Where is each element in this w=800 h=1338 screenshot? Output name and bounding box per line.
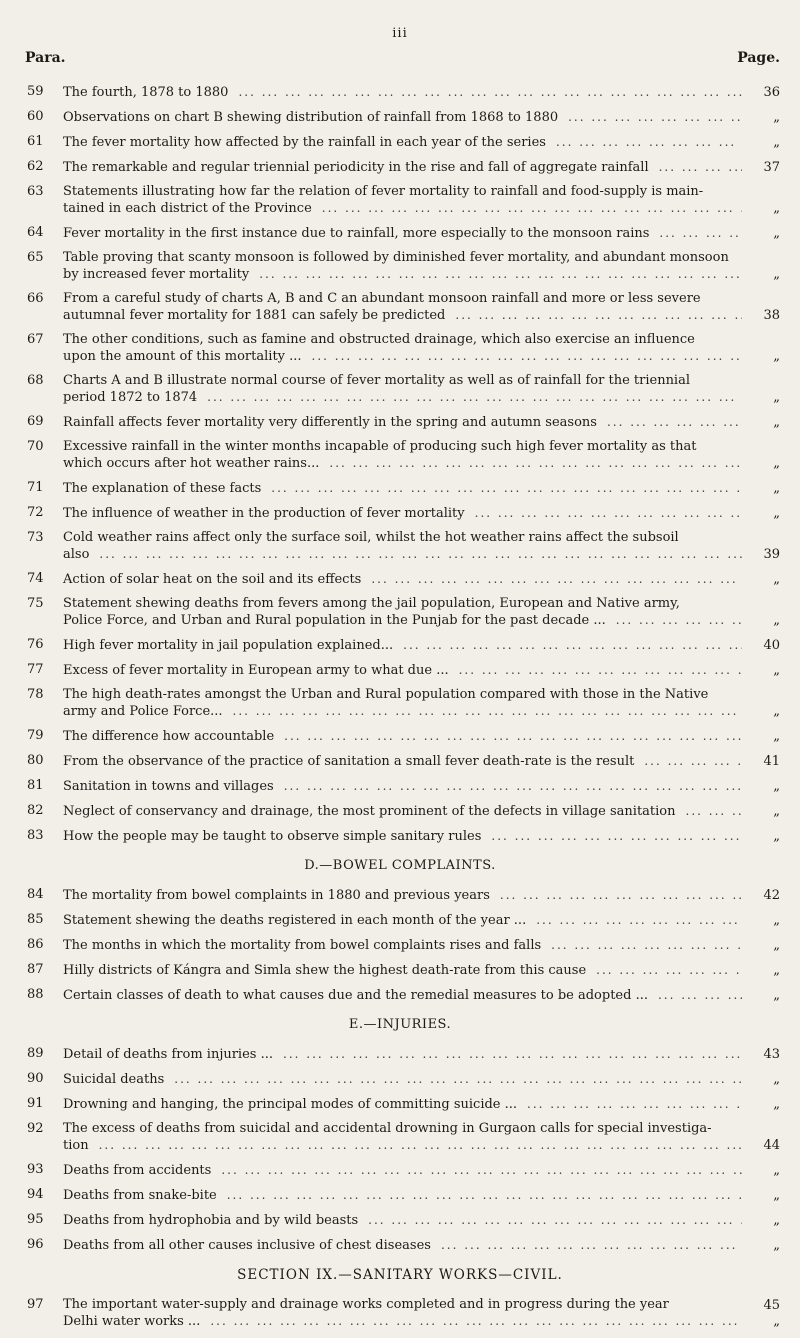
- contents-entry: [0, 414, 800, 431]
- para-number: 92: [27, 1121, 44, 1136]
- entry-text: [63, 728, 742, 745]
- entry-text: [63, 1046, 742, 1063]
- page-ref: „: [773, 913, 780, 928]
- entry-text: [63, 159, 742, 176]
- dot-leader: [329, 455, 742, 471]
- para-number: 93: [27, 1162, 44, 1177]
- contents-entry: [0, 159, 800, 176]
- entry-title: Statement shewing deaths from fevers among the jail population, European and Native army,: [63, 596, 680, 611]
- page-ref: „: [773, 704, 780, 719]
- contents-entry: [0, 505, 800, 522]
- entry-text: [63, 1071, 742, 1088]
- entry-title: Deaths from all other causes inclusive of chest diseases: [63, 1238, 431, 1253]
- entry-text: [63, 828, 742, 845]
- entry-text: [63, 1212, 742, 1229]
- entry-text: [63, 887, 742, 904]
- entry-text: [63, 414, 742, 431]
- contents-entry: [0, 250, 800, 283]
- para-number: 85: [27, 912, 44, 927]
- contents-entry: [0, 225, 800, 242]
- para-number: 62: [27, 159, 44, 174]
- entry-text: [63, 1162, 742, 1179]
- para-number: 68: [27, 373, 44, 388]
- entry-text: [63, 662, 742, 679]
- page-ref: „: [773, 988, 780, 1003]
- contents-entry: [0, 662, 800, 679]
- entry-text: [63, 1297, 742, 1330]
- entry-text: [63, 1096, 742, 1113]
- contents-entry: [0, 637, 800, 654]
- entry-text: [63, 687, 742, 720]
- entry-text: [63, 134, 742, 151]
- dot-leader: [616, 612, 742, 628]
- entry-title: Statements illustrating how far the relation of fever mortality to rainfall and food-supply is main-: [63, 184, 704, 199]
- para-number: 82: [27, 803, 44, 818]
- contents-entry: [0, 84, 800, 101]
- contents-entry: [0, 1237, 800, 1254]
- page-ref: „: [773, 779, 780, 794]
- para-number: 78: [27, 687, 44, 702]
- entry-text: [63, 109, 742, 126]
- contents-entry: [0, 687, 800, 720]
- dot-leader: [271, 480, 742, 496]
- entry-title: Observations on chart B shewing distribution of rainfall from 1868 to 1880: [63, 110, 559, 125]
- dot-leader: [659, 225, 742, 241]
- entry-title: Rainfall affects fever mortality very differently in the spring and autumn seasons: [63, 415, 597, 430]
- entry-title: The influence of weather in the production of fever mortality: [63, 506, 465, 521]
- entry-title: Neglect of conservancy and drainage, the most prominent of the defects in village sanitation: [63, 804, 676, 819]
- page-ref: „: [773, 572, 780, 587]
- entry-title: Fever mortality in the first instance due to rainfall, more especially to the monsoon rains: [63, 226, 650, 241]
- page-ref: „: [773, 963, 780, 978]
- page-column-header: Page.: [737, 50, 780, 66]
- entry-title: Deaths from hydrophobia and by wild beasts: [63, 1213, 359, 1228]
- entry-text: [63, 480, 742, 497]
- contents-entry: [0, 291, 800, 324]
- dot-leader: [174, 1071, 742, 1087]
- para-number: 64: [27, 225, 44, 240]
- contents-entry: [0, 571, 800, 588]
- entry-text: [63, 84, 742, 101]
- page-ref: [750, 1298, 780, 1330]
- page-ref: 43: [763, 1047, 780, 1062]
- page-ref: „: [773, 1072, 780, 1087]
- page-ref: „: [773, 938, 780, 953]
- entry-title: From the observance of the practice of sanitation a small fever death-rate is the result: [63, 754, 635, 769]
- contents-list: [0, 84, 800, 1338]
- page-ref: „: [773, 829, 780, 844]
- contents-entry: [0, 728, 800, 745]
- dot-leader: [551, 937, 742, 953]
- para-number: 69: [27, 414, 44, 429]
- page-ref-first: 45: [763, 1298, 780, 1313]
- dot-leader: [221, 1162, 742, 1178]
- dot-leader: [527, 1096, 742, 1112]
- page-ref: „: [773, 390, 780, 405]
- dot-leader: [207, 389, 742, 405]
- page-ref: 37: [763, 160, 780, 175]
- para-number: 61: [27, 134, 44, 149]
- contents-entry: [0, 912, 800, 929]
- page-ref: „: [773, 1188, 780, 1203]
- contents-entry: [0, 987, 800, 1004]
- entry-title: The explanation of these facts: [63, 481, 262, 496]
- para-number: 91: [27, 1096, 44, 1111]
- contents-entry: [0, 184, 800, 217]
- entry-title: The other conditions, such as famine and obstructed drainage, which also exercise an influence: [63, 332, 695, 347]
- entry-title: How the people may be taught to observe simple sanitary rules: [63, 829, 482, 844]
- page-ref: 44: [763, 1138, 780, 1153]
- entry-title: The difference how accountable: [63, 729, 275, 744]
- entry-title-continued: by increased fever mortality: [63, 267, 250, 282]
- dot-leader: [686, 803, 742, 819]
- page-ref: 40: [763, 638, 780, 653]
- entry-title-continued: upon the amount of this mortality ...: [63, 349, 302, 364]
- dot-leader: [607, 414, 742, 430]
- dot-leader: [568, 109, 742, 125]
- dot-leader: [536, 912, 742, 928]
- page-number: iii: [392, 26, 408, 41]
- para-number: 72: [27, 505, 44, 520]
- page-ref: „: [773, 201, 780, 216]
- para-number: 66: [27, 291, 44, 306]
- dot-leader: [259, 266, 742, 282]
- entry-title-continued: army and Police Force...: [63, 704, 223, 719]
- entry-title-continued: autumnal fever mortality for 1881 can safely be predicted: [63, 308, 446, 323]
- dot-leader: [403, 637, 742, 653]
- entry-title-continued: which occurs after hot weather rains...: [63, 456, 320, 471]
- contents-entry: [0, 134, 800, 151]
- entry-text: [63, 530, 742, 563]
- para-number: 97: [27, 1297, 44, 1312]
- contents-entry: [0, 778, 800, 795]
- entry-title: Charts A and B illustrate normal course of fever mortality as well as of rainfall for the triennial: [63, 373, 691, 388]
- entry-title: The important water-supply and drainage works completed and in progress during the year: [63, 1297, 669, 1312]
- dot-leader: [455, 307, 742, 323]
- contents-entry: [0, 439, 800, 472]
- entry-title: The mortality from bowel complaints in 1880 and previous years: [63, 888, 490, 903]
- page-ref: „: [773, 613, 780, 628]
- contents-entry: [0, 828, 800, 845]
- para-number: 96: [27, 1237, 44, 1252]
- entry-text: [63, 753, 742, 770]
- dot-leader: [99, 546, 742, 562]
- dot-leader: [99, 1137, 742, 1153]
- contents-entry: [0, 937, 800, 954]
- dot-leader: [441, 1237, 742, 1253]
- page-ref: 36: [763, 85, 780, 100]
- dot-leader: [556, 134, 742, 150]
- contents-entry: [0, 596, 800, 629]
- para-number: 87: [27, 962, 44, 977]
- contents-entry: [0, 332, 800, 365]
- entry-text: [63, 987, 742, 1004]
- para-number: 63: [27, 184, 44, 199]
- dot-leader: [284, 778, 742, 794]
- entry-title: The high death-rates amongst the Urban and Rural population compared with those in the Native: [63, 687, 709, 702]
- para-number: 79: [27, 728, 44, 743]
- page-ref: „: [773, 267, 780, 282]
- dot-leader: [500, 887, 742, 903]
- entry-title: Excessive rainfall in the winter months incapable of producing such high fever mortality as that: [63, 439, 697, 454]
- entry-title: The fourth, 1878 to 1880: [63, 85, 229, 100]
- para-number: 90: [27, 1071, 44, 1086]
- para-number: 59: [27, 84, 44, 99]
- para-number: 75: [27, 596, 44, 611]
- entry-title: Certain classes of death to what causes due and the remedial measures to be adopted ...: [63, 988, 648, 1003]
- entry-title: The remarkable and regular triennial periodicity in the rise and fall of aggregate rainfall: [63, 160, 649, 175]
- contents-entry: [0, 373, 800, 406]
- contents-entry: [0, 530, 800, 563]
- page-ref: 42: [763, 888, 780, 903]
- page-ref: „: [773, 456, 780, 471]
- dot-leader: [491, 828, 742, 844]
- entry-title: From a careful study of charts A, B and C an abundant monsoon rainfall and more or less severe: [63, 291, 701, 306]
- para-number: 84: [27, 887, 44, 902]
- contents-entry: [0, 1071, 800, 1088]
- dot-leader: [658, 987, 742, 1003]
- entry-title-continued: also: [63, 547, 90, 562]
- dot-leader: [475, 505, 742, 521]
- para-number: 76: [27, 637, 44, 652]
- page-ref: „: [773, 135, 780, 150]
- contents-entry: [0, 962, 800, 979]
- entry-title-continued: Delhi water works ...: [63, 1314, 201, 1329]
- entry-text: [63, 912, 742, 929]
- dot-leader: [659, 159, 742, 175]
- dot-leader: [371, 571, 742, 587]
- para-number: 74: [27, 571, 44, 586]
- entry-text: [63, 225, 742, 242]
- contents-entry: [0, 1297, 800, 1330]
- para-number: 80: [27, 753, 44, 768]
- page-ref: 38: [763, 308, 780, 323]
- para-number: 95: [27, 1212, 44, 1227]
- para-number: 89: [27, 1046, 44, 1061]
- entry-text: [63, 184, 742, 217]
- page-ref-second: „: [773, 1314, 780, 1329]
- contents-entry: [0, 887, 800, 904]
- contents-entry: [0, 1212, 800, 1229]
- para-column-header: Para.: [25, 50, 66, 66]
- page-ref: „: [773, 506, 780, 521]
- entry-text: [63, 937, 742, 954]
- entry-title: The fever mortality how affected by the rainfall in each year of the series: [63, 135, 546, 150]
- page-ref: „: [773, 1097, 780, 1112]
- dot-leader: [596, 962, 742, 978]
- page-ref: „: [773, 481, 780, 496]
- entry-title: Table proving that scanty monsoon is followed by diminished fever mortality, and abundant monsoon: [63, 250, 729, 265]
- entry-title: Drowning and hanging, the principal modes of committing suicide ...: [63, 1097, 518, 1112]
- entry-title: The months in which the mortality from bowel complaints rises and falls: [63, 938, 542, 953]
- section-heading: E.—INJURIES.: [348, 1017, 452, 1032]
- para-number: 83: [27, 828, 44, 843]
- entry-text: [63, 373, 742, 406]
- para-number: 71: [27, 480, 44, 495]
- entry-text: [63, 439, 742, 472]
- contents-entry: [0, 1162, 800, 1179]
- dot-leader: [238, 84, 742, 100]
- dot-leader: [312, 348, 742, 364]
- page-ref: „: [773, 663, 780, 678]
- entry-title: Detail of deaths from injuries ...: [63, 1047, 273, 1062]
- para-number: 81: [27, 778, 44, 793]
- entry-text: [63, 291, 742, 324]
- entry-title: Excess of fever mortality in European army to what due ...: [63, 663, 449, 678]
- para-number: 88: [27, 987, 44, 1002]
- dot-leader: [368, 1212, 742, 1228]
- entry-title-continued: Police Force, and Urban and Rural population in the Punjab for the past decade ...: [63, 613, 606, 628]
- entry-title: Statement shewing the deaths registered in each month of the year ...: [63, 913, 527, 928]
- para-number: 67: [27, 332, 44, 347]
- entry-text: [63, 596, 742, 629]
- para-number: 77: [27, 662, 44, 677]
- entry-text: [63, 1121, 742, 1154]
- entry-text: [63, 332, 742, 365]
- page-ref: „: [773, 1213, 780, 1228]
- dot-leader: [233, 703, 742, 719]
- para-number: 60: [27, 109, 44, 124]
- para-number: 70: [27, 439, 44, 454]
- dot-leader: [322, 200, 742, 216]
- page-ref: „: [773, 226, 780, 241]
- contents-entry: [0, 1121, 800, 1154]
- contents-entry: [0, 1187, 800, 1204]
- dot-leader: [227, 1187, 742, 1203]
- entry-title: High fever mortality in jail population explained...: [63, 638, 394, 653]
- page-ref: „: [773, 349, 780, 364]
- contents-entry: [0, 109, 800, 126]
- dot-leader: [210, 1313, 742, 1329]
- para-number: 65: [27, 250, 44, 265]
- page-ref: „: [773, 415, 780, 430]
- entry-title: The excess of deaths from suicidal and accidental drowning in Gurgaon calls for special investiga-: [63, 1121, 712, 1136]
- entry-text: [63, 778, 742, 795]
- entry-title: Deaths from snake-bite: [63, 1188, 217, 1203]
- contents-entry: [0, 1096, 800, 1113]
- page-ref: „: [773, 1238, 780, 1253]
- dot-leader: [459, 662, 742, 678]
- entry-text: [63, 505, 742, 522]
- entry-title: Deaths from accidents: [63, 1163, 212, 1178]
- contents-entry: [0, 753, 800, 770]
- entry-title: Action of solar heat on the soil and its effects: [63, 572, 362, 587]
- entry-text: [63, 1237, 742, 1254]
- entry-text: [63, 571, 742, 588]
- section-heading: D.—BOWEL COMPLAINTS.: [304, 858, 496, 873]
- entry-title: Cold weather rains affect only the surface soil, whilst the hot weather rains affect the subsoil: [63, 530, 679, 545]
- entry-text: [63, 803, 742, 820]
- page-ref: 41: [763, 754, 780, 769]
- page-ref: „: [773, 729, 780, 744]
- page-ref: „: [773, 110, 780, 125]
- entry-text: [63, 637, 742, 654]
- section-heading: SECTION IX.—SANITARY WORKS—CIVIL.: [237, 1267, 563, 1283]
- dot-leader: [284, 728, 742, 744]
- contents-entry: [0, 480, 800, 497]
- entry-text: [63, 1187, 742, 1204]
- dot-leader: [644, 753, 742, 769]
- contents-entry: [0, 1046, 800, 1063]
- entry-title-continued: tained in each district of the Province: [63, 201, 312, 216]
- entry-text: [63, 962, 742, 979]
- page-ref: „: [773, 804, 780, 819]
- para-number: 86: [27, 937, 44, 952]
- entry-title: Hilly districts of Kángra and Simla shew the highest death-rate from this cause: [63, 963, 587, 978]
- page-ref: „: [773, 1163, 780, 1178]
- entry-title-continued: tion: [63, 1138, 89, 1153]
- entry-title: Sanitation in towns and villages: [63, 779, 274, 794]
- entry-title: Suicidal deaths: [63, 1072, 165, 1087]
- page-ref: 39: [763, 547, 780, 562]
- entry-text: [63, 250, 742, 283]
- entry-title-continued: period 1872 to 1874: [63, 390, 198, 405]
- dot-leader: [283, 1046, 742, 1062]
- para-number: 94: [27, 1187, 44, 1202]
- para-number: 73: [27, 530, 44, 545]
- contents-entry: [0, 803, 800, 820]
